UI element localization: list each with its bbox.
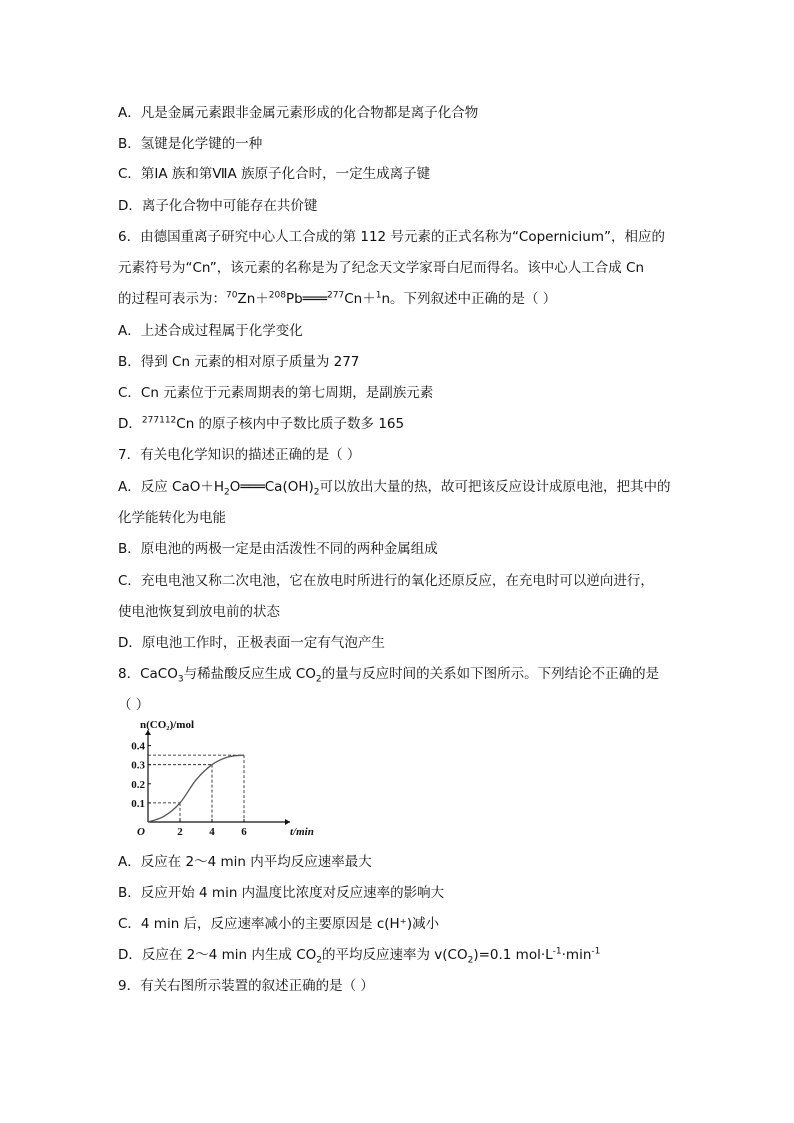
x-axis-arrow — [285, 819, 290, 825]
q6d-prefix: D． — [118, 416, 142, 432]
q7a-rest: O═══Ca(OH) — [229, 479, 314, 495]
q8d-mid3: ·min — [561, 947, 592, 963]
text-line: B．得到 Cn 元素的相对原子质量为 277 — [118, 354, 360, 370]
q7a-sub: 2 — [224, 487, 230, 498]
q8d-sub: 2 — [316, 955, 322, 966]
q8-mid: 与稀盐酸反应生成 CO — [183, 666, 316, 682]
zn: Zn＋ — [237, 291, 269, 307]
q6-option-d — [118, 414, 404, 434]
text-line: C．4 min 后，反应速率减小的主要原因是 c(H⁺)减小 — [118, 916, 440, 932]
cn: Cn＋ — [344, 291, 376, 307]
q6d-rest: Cn 的原子核内中子数比质子数多 165 — [176, 416, 405, 432]
x-axis-label: t/min — [290, 826, 314, 838]
text-line: （ ） — [118, 697, 150, 713]
q7a-sub2: 2 — [313, 487, 320, 498]
q8d-mid2: )=0.1 mol·L — [473, 947, 553, 963]
q7a-prefix: A．反应 CaO＋H — [118, 479, 225, 495]
n-mass: 1 — [375, 290, 382, 301]
zn-mass: 70 — [226, 290, 238, 301]
q8-rest: 的量与反应时间的关系如下图所示。下列结论不正确的是 — [321, 666, 660, 682]
q8d-mid: 的平均反应速率为 v(CO — [321, 947, 468, 963]
y-tick-label: 0.1 — [131, 797, 145, 810]
co2-curve — [148, 755, 244, 822]
q7a-rest2: 可以放出大量的热，故可把该反应设计成原电池，把其中的 — [319, 479, 671, 495]
x-tick-label: 6 — [241, 826, 247, 838]
q6-nuclear-equation — [118, 289, 556, 309]
question-8-stem — [118, 664, 659, 684]
question-6-stem: 6．由德国重离子研究中心人工合成的第 112 号元素的正式名称为“Copernicium”，相应的 — [118, 229, 665, 245]
text-line: A．凡是金属元素跟非金属元素形成的化合物都是离子化合物 — [118, 105, 479, 121]
q7-option-a — [118, 477, 671, 497]
y-tick-label: 0.3 — [131, 759, 145, 772]
cn-mass: 277 — [327, 290, 345, 301]
text-line: A．上述合成过程属于化学变化 — [118, 323, 303, 339]
q8d-sup2: -1 — [591, 946, 601, 957]
chart-svg — [128, 719, 314, 838]
q8-sub2: 2 — [315, 674, 322, 685]
q6-prefix: 的过程可表示为： — [118, 291, 226, 307]
text-line: B．反应开始 4 min 内温度比浓度对反应速率的影响大 — [118, 885, 445, 901]
n: n。下列叙述中正确的是（ ） — [381, 291, 557, 307]
text-line: C．第ⅠA 族和第ⅦA 族原子化合时，一定生成离子键 — [118, 166, 431, 182]
q8d-sub2: 2 — [467, 955, 474, 966]
text-line: C．Cn 元素位于元素周期表的第七周期，是副族元素 — [118, 385, 434, 401]
text-line: B．氢键是化学键的一种 — [118, 136, 263, 152]
text-line: 元素符号为“Cn”，该元素的名称是为了纪念天文学家哥白尼而得名。该中心人工合成 Cn — [118, 260, 645, 276]
q8-prefix: 8．CaCO — [118, 666, 178, 682]
y-tick-label: 0.4 — [131, 740, 145, 753]
cn-mass-277: 277 — [141, 415, 160, 426]
y-tick-label: 0.2 — [131, 778, 145, 791]
question-7-stem: 7．有关电化学知识的描述正确的是（ ） — [118, 447, 361, 463]
pb: Pb═══ — [285, 291, 328, 307]
origin-label: O — [137, 826, 145, 838]
x-tick-label: 2 — [177, 826, 183, 838]
question-9-stem: 9．有关右图所示装置的叙述正确的是（ ） — [118, 978, 374, 994]
text-line: D．原电池工作时，正极表面一定有气泡产生 — [118, 635, 385, 651]
co2-amount-chart — [128, 719, 314, 838]
text-line: A．反应在 2～4 min 内平均反应速率最大 — [118, 854, 372, 870]
y-axis-label: n(CO₂)/mol — [140, 719, 195, 731]
text-line: 化学能转化为电能 — [118, 510, 226, 526]
pb-mass: 208 — [268, 290, 286, 301]
text-line: D．离子化合物中可能存在共价键 — [118, 198, 318, 214]
q8d-prefix: D．反应在 2～4 min 内生成 CO — [118, 947, 317, 963]
cn-z-112: 112 — [159, 415, 177, 426]
text-line: 使电池恢复到放电前的状态 — [118, 604, 280, 620]
q8-option-d — [118, 945, 600, 965]
q8d-sup: -1 — [552, 946, 562, 957]
x-tick-label: 4 — [209, 826, 215, 838]
q8-sub: 3 — [177, 674, 184, 685]
text-line: B．原电池的两极一定是由活泼性不同的两种金属组成 — [118, 541, 438, 557]
text-line: C．充电电池又称二次电池，它在放电时所进行的氧化还原反应，在充电时可以逆向进行， — [118, 573, 654, 589]
